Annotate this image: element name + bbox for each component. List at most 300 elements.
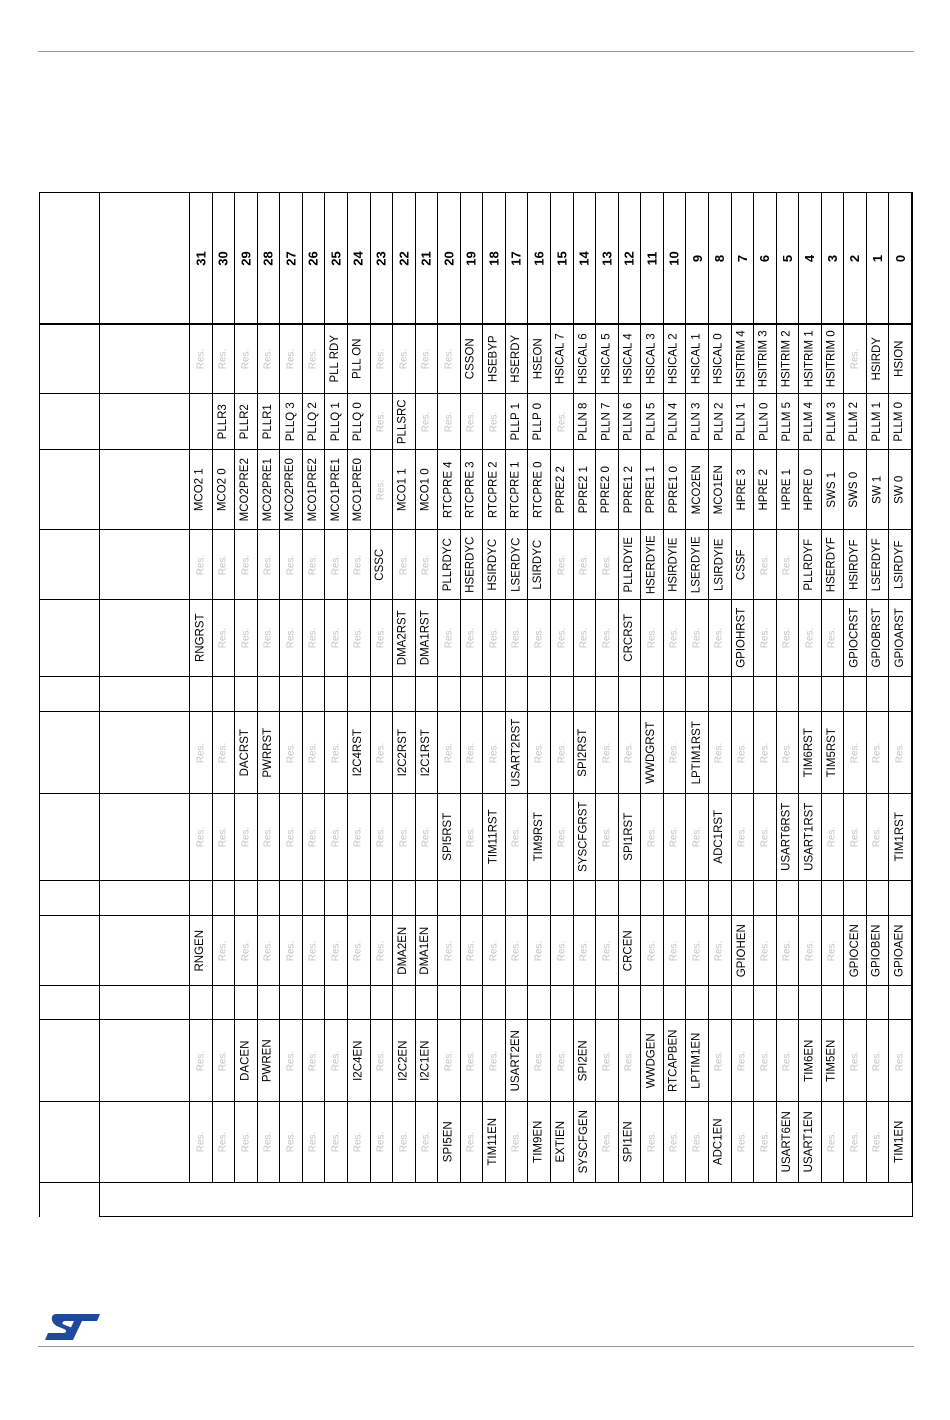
register-cell	[190, 450, 212, 529]
bit-field-label: HSICAL 1	[690, 333, 703, 384]
register-cell	[867, 1020, 889, 1101]
reserved-bit-label: Res.	[285, 1050, 297, 1071]
bit-field-label: CRCEN	[622, 930, 635, 971]
bit-number-label: 5	[779, 254, 795, 262]
bit-number-label: 15	[554, 250, 570, 266]
register-cell	[416, 916, 438, 985]
reserved-bit-label: Res.	[442, 1050, 454, 1071]
reserved-bit-label: Res.	[375, 742, 387, 763]
register-cell	[416, 712, 438, 793]
bit-field-label: PLLRDYF	[803, 538, 816, 591]
register-cell	[732, 600, 754, 676]
reserved-bit-label: Res.	[420, 411, 432, 432]
register-cell	[461, 1102, 483, 1182]
register-cell	[280, 794, 302, 880]
bit-field-label: TIM9EN	[532, 1120, 545, 1164]
bit-field-label: SPI5RST	[442, 813, 455, 861]
register-cell	[596, 916, 618, 985]
reserved-bit-label: Res.	[352, 1131, 364, 1153]
register-cell	[461, 193, 483, 323]
register-cell	[777, 450, 799, 529]
register-cell	[393, 916, 415, 985]
register-cell	[686, 794, 708, 880]
bit-field-label: PLLR2	[239, 403, 252, 440]
bit-field-label: SWS 0	[848, 471, 861, 508]
bit-field-label: PLLN 4	[667, 402, 680, 441]
reserved-bit-label: Res.	[330, 742, 342, 763]
reserved-bit-label: Res.	[330, 627, 342, 649]
reserved-bit-label: Res.	[239, 348, 251, 369]
register-cell	[889, 794, 911, 880]
register-cell	[867, 916, 889, 985]
bit-field-label: PLLN 7	[600, 402, 613, 441]
register-cell	[551, 530, 573, 599]
register-cell	[348, 450, 370, 529]
register-cell	[483, 712, 505, 793]
register-cell	[438, 1102, 460, 1182]
register-cell	[619, 324, 641, 393]
reserved-bit-label: Res.	[736, 742, 748, 763]
register-cell	[641, 394, 663, 449]
register-band-separator	[39, 676, 913, 677]
reserved-bit-label: Res.	[465, 627, 477, 649]
register-cell	[641, 712, 663, 793]
reserved-bit-label: Res.	[713, 627, 725, 649]
register-cell	[235, 193, 257, 323]
register-cell	[732, 394, 754, 449]
reserved-bit-label: Res.	[668, 1131, 680, 1153]
register-cell	[280, 1102, 302, 1182]
bit-number-label: 1	[870, 254, 886, 262]
bit-number-label: 17	[509, 250, 525, 266]
register-cell	[325, 450, 347, 529]
reserved-bit-label: Res.	[397, 1131, 409, 1153]
reserved-bit-label: Res.	[262, 940, 274, 961]
register-cell	[213, 916, 235, 985]
reserved-bit-label: Res.	[217, 826, 229, 848]
header-rule	[38, 51, 914, 52]
register-cell	[867, 1102, 889, 1182]
reserved-bit-label: Res.	[578, 554, 590, 575]
register-cell	[506, 450, 528, 529]
register-cell	[619, 193, 641, 323]
register-cell	[461, 712, 483, 793]
register-cell	[686, 450, 708, 529]
register-cell	[822, 450, 844, 529]
reserved-bit-label: Res.	[465, 742, 477, 763]
reserved-bit-label: Res.	[375, 1050, 387, 1071]
register-band-separator	[39, 985, 913, 986]
bit-field-label: PLLN 2	[712, 402, 725, 441]
register-cell	[754, 394, 776, 449]
register-cell	[574, 450, 596, 529]
reserved-bit-label: Res.	[375, 1131, 387, 1153]
bit-field-label: EXTIEN	[555, 1121, 568, 1163]
bit-field-label: PLLN 5	[645, 402, 658, 441]
reserved-bit-label: Res.	[194, 348, 206, 369]
reserved-bit-label: Res.	[600, 1131, 612, 1153]
register-cell	[303, 394, 325, 449]
register-cell	[371, 394, 393, 449]
bit-number-label: 10	[667, 250, 683, 266]
reserved-bit-label: Res.	[397, 826, 409, 848]
register-cell	[754, 600, 776, 676]
reserved-bit-label: Res.	[262, 627, 274, 649]
register-cell	[416, 324, 438, 393]
reserved-bit-label: Res.	[307, 554, 319, 575]
register-cell	[438, 193, 460, 323]
register-cell	[664, 712, 686, 793]
reserved-bit-label: Res.	[578, 627, 590, 649]
reserved-bit-label: Res.	[488, 742, 500, 763]
bit-field-label: SPI2RST	[577, 728, 590, 777]
bit-row-divider	[911, 192, 912, 1182]
reserved-bit-label: Res.	[307, 348, 319, 369]
bit-field-label: PLLM 5	[780, 401, 793, 442]
bit-field-label: PPRE1 0	[667, 465, 680, 514]
reserved-bit-label: Res.	[442, 742, 454, 763]
register-cell	[889, 1102, 911, 1182]
bit-number-label: 22	[396, 250, 412, 266]
register-cell	[438, 1020, 460, 1101]
bit-field-label: I2C1EN	[419, 1040, 432, 1081]
bit-field-label: CSSF	[735, 549, 748, 580]
bit-field-label: I2C4EN	[351, 1040, 364, 1081]
bit-field-label: HSIRDYC	[487, 538, 500, 591]
bit-field-label: RTCPRE 0	[532, 461, 545, 518]
reserved-bit-label: Res.	[307, 627, 319, 649]
reserved-bit-label: Res.	[600, 554, 612, 575]
register-cell	[641, 916, 663, 985]
register-cell	[596, 600, 618, 676]
reserved-bit-label: Res.	[375, 479, 387, 500]
reserved-bit-label: Res.	[397, 554, 409, 575]
register-cell	[709, 916, 731, 985]
register-cell	[416, 193, 438, 323]
register-cell	[822, 193, 844, 323]
register-cell	[641, 193, 663, 323]
reserved-bit-label: Res.	[871, 1050, 883, 1071]
bit-field-label: CSSON	[464, 338, 477, 379]
bit-field-label: SYSCFGRST	[577, 801, 590, 873]
reserved-bit-label: Res.	[285, 627, 297, 649]
register-cell	[551, 712, 573, 793]
register-cell	[777, 530, 799, 599]
register-cell	[258, 1020, 280, 1101]
reserved-bit-label: Res.	[803, 940, 815, 961]
register-cell	[754, 794, 776, 880]
reserved-bit-label: Res.	[285, 348, 297, 369]
register-cell	[190, 193, 212, 323]
bit-number-label: 14	[576, 250, 592, 266]
register-cell	[574, 530, 596, 599]
register-cell	[641, 530, 663, 599]
reserved-bit-label: Res.	[894, 1050, 906, 1071]
bit-field-label: SPI2EN	[577, 1040, 590, 1081]
register-cell	[664, 1020, 686, 1101]
register-cell	[461, 600, 483, 676]
register-cell	[551, 1102, 573, 1182]
bit-field-label: HPRE 3	[735, 468, 748, 511]
register-cell	[416, 450, 438, 529]
register-cell	[867, 600, 889, 676]
reserved-bit-label: Res.	[194, 742, 206, 763]
reserved-bit-label: Res.	[330, 554, 342, 575]
bit-field-label: PLLRDYC	[442, 537, 455, 592]
register-cell	[393, 193, 415, 323]
register-cell	[348, 916, 370, 985]
register-cell	[777, 1020, 799, 1101]
bit-field-label: I2C1RST	[419, 728, 432, 777]
reserved-bit-label: Res.	[555, 411, 567, 432]
register-cell	[867, 394, 889, 449]
bit-field-label: SW 1	[870, 475, 883, 504]
register-cell	[867, 712, 889, 793]
bit-field-label: HSICAL 4	[622, 333, 635, 384]
register-cell	[506, 600, 528, 676]
bit-field-label: MCO1PRE0	[351, 457, 364, 522]
register-cell	[574, 394, 596, 449]
bit-field-label: MCO1PRE2	[306, 457, 319, 522]
register-cell	[506, 712, 528, 793]
reserved-bit-label: Res.	[781, 940, 793, 961]
register-cell	[709, 1102, 731, 1182]
register-map-table	[39, 192, 913, 1217]
register-cell	[619, 394, 641, 449]
bit-field-label: RNGEN	[194, 929, 207, 972]
register-cell	[303, 1020, 325, 1101]
register-cell	[528, 1102, 550, 1182]
register-cell	[325, 1020, 347, 1101]
bit-field-label: SPI1RST	[622, 813, 635, 861]
register-cell	[799, 324, 821, 393]
reserved-bit-label: Res.	[668, 826, 680, 848]
register-cell	[709, 600, 731, 676]
reserved-bit-label: Res.	[849, 1131, 861, 1153]
bit-number-label: 9	[689, 254, 705, 262]
bit-number-label: 21	[418, 250, 434, 266]
bit-field-label: RTCPRE 3	[464, 461, 477, 518]
register-cell	[506, 1020, 528, 1101]
register-cell	[574, 916, 596, 985]
bit-field-label: LSIRDYF	[893, 540, 906, 589]
register-cell	[258, 794, 280, 880]
bit-field-label: HSICAL 2	[667, 333, 680, 384]
bit-field-label: RNGRST	[194, 613, 207, 663]
bit-number-label: 18	[486, 250, 502, 266]
register-cell	[280, 712, 302, 793]
register-cell	[483, 324, 505, 393]
reserved-bit-label: Res.	[442, 940, 454, 961]
register-cell	[799, 600, 821, 676]
bit-field-label: PLLP 1	[509, 402, 522, 441]
reserved-bit-label: Res.	[691, 826, 703, 848]
bit-field-label: RTCPRE 2	[487, 461, 500, 518]
reserved-bit-label: Res.	[826, 826, 838, 848]
register-cell	[664, 450, 686, 529]
bit-field-label: PLLM 3	[825, 401, 838, 442]
bit-field-label: LPTIM1RST	[690, 720, 703, 785]
reserved-bit-label: Res.	[285, 1131, 297, 1153]
bit-field-label: PWREN	[261, 1039, 274, 1082]
reserved-bit-label: Res.	[375, 940, 387, 961]
register-cell	[483, 1102, 505, 1182]
register-cell	[709, 450, 731, 529]
bit-field-label: HPRE 0	[803, 468, 816, 511]
reserved-bit-label: Res.	[465, 826, 477, 848]
table-inner-bottom-line	[39, 1182, 913, 1183]
register-cell	[709, 193, 731, 323]
register-cell	[506, 1102, 528, 1182]
reserved-bit-label: Res.	[307, 1131, 319, 1153]
reserved-bit-label: Res.	[713, 742, 725, 763]
register-cell	[641, 324, 663, 393]
register-cell	[664, 794, 686, 880]
register-cell	[867, 530, 889, 599]
bit-number-label: 23	[373, 250, 389, 266]
register-cell	[235, 600, 257, 676]
register-cell	[348, 324, 370, 393]
bit-number-label: 16	[531, 250, 547, 266]
register-cell	[190, 1020, 212, 1101]
bit-field-label: TIM1EN	[893, 1120, 906, 1164]
register-cell	[889, 1020, 911, 1101]
register-cell	[754, 450, 776, 529]
reserved-bit-label: Res.	[691, 940, 703, 961]
bit-field-label: MCO2PRE2	[239, 457, 252, 522]
register-cell	[619, 600, 641, 676]
reserved-bit-label: Res.	[420, 1131, 432, 1153]
register-cell	[258, 712, 280, 793]
register-cell	[777, 712, 799, 793]
bit-number-label: 11	[644, 251, 660, 265]
register-cell	[732, 450, 754, 529]
register-cell	[574, 1102, 596, 1182]
reserved-bit-label: Res.	[736, 1050, 748, 1071]
register-cell	[619, 712, 641, 793]
register-cell	[709, 394, 731, 449]
reserved-bit-label: Res.	[600, 742, 612, 763]
register-cell	[506, 530, 528, 599]
register-cell	[438, 324, 460, 393]
bit-field-label: DMA1RST	[419, 610, 432, 666]
reserved-bit-label: Res.	[555, 554, 567, 575]
bit-field-label: PWRRST	[261, 727, 274, 778]
register-cell	[258, 1102, 280, 1182]
bit-field-label: ADC1RST	[712, 810, 725, 864]
bit-field-label: PLLN 0	[758, 402, 771, 441]
reserved-bit-label: Res.	[352, 554, 364, 575]
register-cell	[732, 193, 754, 323]
register-cell	[889, 530, 911, 599]
bit-number-label: 12	[621, 250, 637, 266]
register-cell	[303, 530, 325, 599]
bit-field-label: PLLR3	[216, 403, 229, 440]
register-cell	[799, 450, 821, 529]
reserved-bit-label: Res.	[668, 940, 680, 961]
register-cell	[709, 1020, 731, 1101]
bit-field-label: ADC1EN	[712, 1118, 725, 1166]
register-cell	[371, 324, 393, 393]
reserved-bit-label: Res.	[600, 627, 612, 649]
bit-field-label: USART2EN	[509, 1029, 522, 1092]
bit-field-label: SPI5EN	[442, 1121, 455, 1163]
bit-field-label: TIM6RST	[803, 727, 816, 778]
bit-field-label: USART6RST	[780, 802, 793, 872]
register-cell	[213, 450, 235, 529]
reserved-bit-label: Res.	[555, 826, 567, 848]
reserved-bit-label: Res.	[600, 940, 612, 961]
register-cell	[596, 193, 618, 323]
register-cell	[664, 600, 686, 676]
register-cell	[393, 712, 415, 793]
register-cell	[190, 324, 212, 393]
register-cell	[619, 916, 641, 985]
register-cell	[754, 324, 776, 393]
reserved-bit-label: Res.	[239, 554, 251, 575]
register-cell	[641, 1020, 663, 1101]
register-cell	[528, 450, 550, 529]
register-cell	[325, 600, 347, 676]
register-cell	[844, 712, 866, 793]
register-cell	[461, 394, 483, 449]
register-cell	[280, 916, 302, 985]
bit-field-label: HSEON	[532, 338, 545, 379]
register-cell	[732, 916, 754, 985]
bit-field-label: PLLQ 2	[306, 402, 319, 441]
register-cell	[596, 712, 618, 793]
bit-field-label: HPRE 2	[758, 468, 771, 511]
bit-field-label: PLL ON	[351, 338, 364, 379]
register-cell	[822, 1020, 844, 1101]
register-cell	[506, 193, 528, 323]
reserved-bit-label: Res.	[375, 348, 387, 369]
reserved-bit-label: Res.	[781, 1050, 793, 1071]
register-cell	[280, 600, 302, 676]
register-cell	[303, 712, 325, 793]
register-cell	[844, 1102, 866, 1182]
bit-number-label: 20	[441, 250, 457, 266]
register-cell	[889, 394, 911, 449]
register-cell	[235, 916, 257, 985]
reserved-bit-label: Res.	[578, 940, 590, 961]
bit-field-label: MCO2PRE0	[284, 457, 297, 522]
reserved-bit-label: Res.	[352, 826, 364, 848]
reserved-bit-label: Res.	[781, 554, 793, 575]
bit-field-label: PLLM 2	[848, 401, 861, 442]
reserved-bit-label: Res.	[442, 627, 454, 649]
reserved-bit-label: Res.	[533, 940, 545, 961]
bit-number-label: 30	[215, 250, 231, 266]
register-cell	[528, 530, 550, 599]
register-cell	[461, 1020, 483, 1101]
register-cell	[235, 394, 257, 449]
register-cell	[371, 530, 393, 599]
register-cell	[393, 1102, 415, 1182]
register-cell	[235, 324, 257, 393]
register-cell	[416, 794, 438, 880]
register-cell	[664, 1102, 686, 1182]
register-cell	[889, 450, 911, 529]
register-cell	[844, 1020, 866, 1101]
bit-number-label: 29	[238, 250, 254, 266]
bit-field-label: RTCPRE 1	[509, 461, 522, 518]
register-cell	[799, 530, 821, 599]
reserved-bit-label: Res.	[239, 627, 251, 649]
reserved-bit-label: Res.	[668, 742, 680, 763]
reserved-bit-label: Res.	[465, 1131, 477, 1153]
reserved-bit-label: Res.	[826, 940, 838, 961]
